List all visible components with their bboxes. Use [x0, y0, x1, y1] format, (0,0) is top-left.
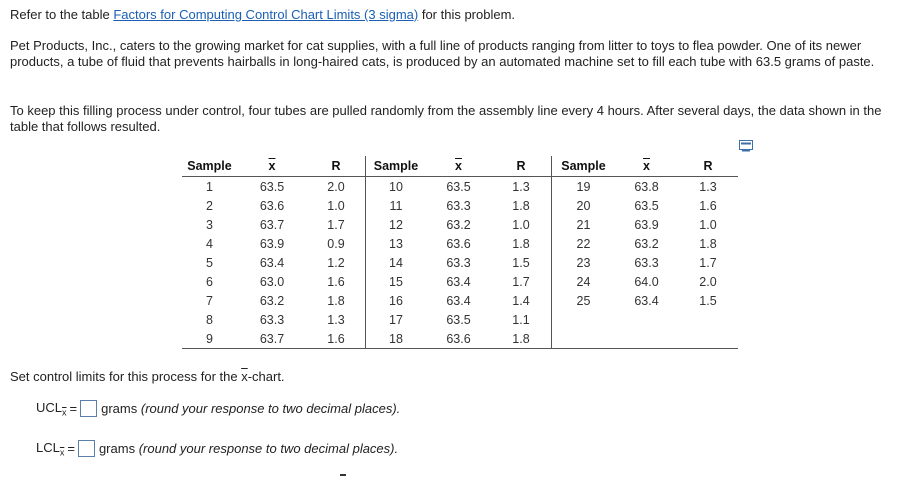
sample-cell: 20	[576, 198, 591, 213]
col-header-xbar: $\overline{x}$	[426, 156, 491, 177]
sample-cell: 24	[576, 274, 591, 289]
sample-cell: 7	[206, 293, 213, 308]
sample-cell: 17	[389, 312, 403, 327]
sample-cell: 2	[206, 198, 213, 213]
sample-cell: 23	[576, 255, 591, 270]
r-cell: 1.3	[699, 179, 717, 194]
r-cell: 1.0	[307, 196, 366, 215]
xbar-cell: 63.7	[259, 217, 285, 232]
r-cell: 1.3	[491, 177, 552, 197]
xbar-cell: 63.9	[634, 217, 659, 232]
set-limits-suffix: -chart.	[247, 369, 285, 384]
lcl-unit: grams	[98, 441, 136, 457]
set-limits-instruction	[10, 369, 285, 384]
col-header-sample: Sample	[552, 156, 616, 177]
table-row	[182, 177, 738, 197]
xbar-cell: 63.9	[259, 236, 285, 251]
ucl-unit: grams	[101, 401, 138, 417]
xbar-cell: 63.2	[634, 236, 659, 251]
xbar-cell	[615, 310, 678, 329]
xbar-cell: 63.4	[634, 293, 659, 308]
r-cell: 0.9	[307, 234, 366, 253]
lcl-equals: =	[67, 441, 75, 457]
sample-cell: 14	[389, 255, 403, 270]
r-cell: 1.0	[699, 217, 717, 232]
r-cell: 2.0	[699, 274, 717, 289]
r-cell: 1.5	[699, 293, 717, 308]
xbar-cell: 63.2	[259, 293, 285, 308]
sample-cell: 3	[206, 217, 213, 232]
ucl-equals: =	[69, 401, 78, 417]
xbar-cell: 63.5	[446, 179, 471, 194]
sample-cell: 22	[576, 236, 591, 251]
xbar-cell: 63.7	[237, 329, 307, 349]
sample-cell: 9	[182, 329, 237, 349]
col-header-xbar: $\overline{x}$	[615, 156, 678, 177]
ucl-hint: (round your response to two decimal places).	[140, 401, 401, 417]
xbar-cell: 63.0	[259, 274, 285, 289]
intro-prefix: Refer to the table	[10, 7, 114, 22]
sample-cell: 25	[576, 293, 591, 308]
r-cell: 1.8	[307, 291, 366, 310]
col-header-r: R	[678, 156, 738, 177]
intro-text	[10, 7, 905, 23]
lcl-answer-input[interactable]	[78, 440, 95, 457]
xbar-cell: 63.5	[446, 312, 471, 327]
r-cell	[678, 310, 738, 329]
xbar-cell: 63.6	[426, 329, 491, 349]
problem-paragraph: Pet Products, Inc., caters to the growing market for cat supplies, with a full line of products ranging from litter to toys to flea powder. One of its newer products, a tube of fluid that prevents hairballs in long-haired cats, is produced by an automated machine set to fill each tube with 63.5 grams of paste.	[10, 38, 875, 69]
copy-table-icon[interactable]	[739, 140, 753, 152]
table-row	[182, 196, 738, 215]
r-cell	[678, 329, 738, 349]
r-cell: 1.4	[491, 291, 552, 310]
col-header-xbar: $\overline{x}$	[237, 156, 307, 177]
table-row	[182, 291, 738, 310]
xbar-cell	[615, 329, 678, 349]
xbar-cell: 63.3	[446, 255, 471, 270]
table-row	[182, 253, 738, 272]
sample-cell: 15	[389, 274, 403, 289]
sample-cell: 6	[206, 274, 213, 289]
ucl-label	[36, 400, 67, 418]
lcl-subscript: x	[59, 447, 65, 458]
sample-cell: 16	[389, 293, 403, 308]
sample-cell: 10	[389, 179, 403, 194]
set-limits-xbar: $\overline{x}$	[241, 369, 248, 384]
r-cell: 1.7	[307, 215, 366, 234]
r-cell: 1.3	[307, 310, 366, 329]
sample-cell: 4	[206, 236, 213, 251]
xbar-cell: 63.6	[259, 198, 285, 213]
sample-cell	[552, 329, 616, 349]
xbar-cell: 64.0	[634, 274, 659, 289]
sample-cell: 19	[576, 179, 591, 194]
col-header-r: R	[491, 156, 552, 177]
table-row	[182, 310, 738, 329]
col-header-r: R	[307, 156, 366, 177]
table-row	[182, 234, 738, 253]
lcl-unit-hint	[99, 441, 398, 456]
xbar-cell: 63.6	[446, 236, 471, 251]
ucl-answer-input[interactable]	[80, 400, 97, 417]
r-cell: 1.1	[491, 310, 552, 329]
r-cell: 1.6	[307, 329, 366, 349]
xbar-cell: 63.2	[446, 217, 471, 232]
sample-cell: 11	[389, 198, 403, 213]
ucl-subscript: x	[62, 407, 67, 418]
xbar-cell: 63.8	[634, 179, 659, 194]
r-cell: 1.8	[491, 234, 552, 253]
lcl-label-text: LCL	[36, 440, 60, 455]
xbar-cell: 63.5	[259, 179, 285, 194]
process-paragraph: To keep this filling process under control, four tubes are pulled randomly from the assembly line every 4 hours. After several days, the data shown in the table that follows resulted.	[10, 103, 882, 134]
sample-cell: 21	[576, 217, 591, 232]
table-row	[182, 272, 738, 291]
table-body	[182, 177, 738, 349]
intro-suffix: for this problem.	[418, 7, 516, 22]
sample-cell: 12	[389, 217, 403, 232]
xbar-cell: 63.3	[634, 255, 659, 270]
sample-cell	[552, 310, 616, 329]
sample-cell: 18	[366, 329, 427, 349]
xbar-cell: 63.4	[446, 293, 471, 308]
r-cell: 1.0	[491, 215, 552, 234]
xbar-cell: 63.4	[446, 274, 471, 289]
sample-cell: 13	[389, 236, 403, 251]
ucl-response-row	[36, 400, 400, 418]
lcl-response-row	[36, 440, 398, 458]
sample-cell: 1	[206, 179, 213, 194]
r-cell: 1.5	[491, 253, 552, 272]
xbar-cell: 63.3	[446, 198, 471, 213]
factors-table-link[interactable]: Factors for Computing Control Chart Limits (3 sigma)	[113, 7, 419, 22]
lcl-hint: (round your response to two decimal places).	[138, 441, 399, 457]
r-cell: 1.2	[307, 253, 366, 272]
set-limits-prefix: Set control limits for this process for the	[10, 369, 242, 384]
sample-cell: 5	[206, 255, 213, 270]
table-row	[182, 329, 738, 349]
r-cell: 1.8	[491, 196, 552, 215]
xbar-cell: 63.4	[259, 255, 285, 270]
xbar-cell: 63.5	[634, 198, 659, 213]
r-cell: 1.6	[699, 198, 717, 213]
ucl-unit-hint	[101, 401, 400, 416]
xbar-cell: 63.3	[259, 312, 285, 327]
cursor-mark	[340, 474, 346, 476]
table-header-row	[182, 156, 738, 177]
r-cell: 1.6	[307, 272, 366, 291]
col-header-sample: Sample	[182, 156, 237, 177]
sample-data-table	[182, 156, 738, 349]
r-cell: 1.8	[491, 329, 552, 349]
r-cell: 1.7	[491, 272, 552, 291]
sample-cell: 8	[206, 312, 213, 327]
ucl-label-text: UCL	[36, 400, 63, 415]
lcl-label	[36, 440, 64, 458]
col-header-sample: Sample	[366, 156, 427, 177]
r-cell: 2.0	[307, 177, 366, 197]
table-row	[182, 215, 738, 234]
r-cell: 1.8	[699, 236, 717, 251]
r-cell: 1.7	[699, 255, 717, 270]
